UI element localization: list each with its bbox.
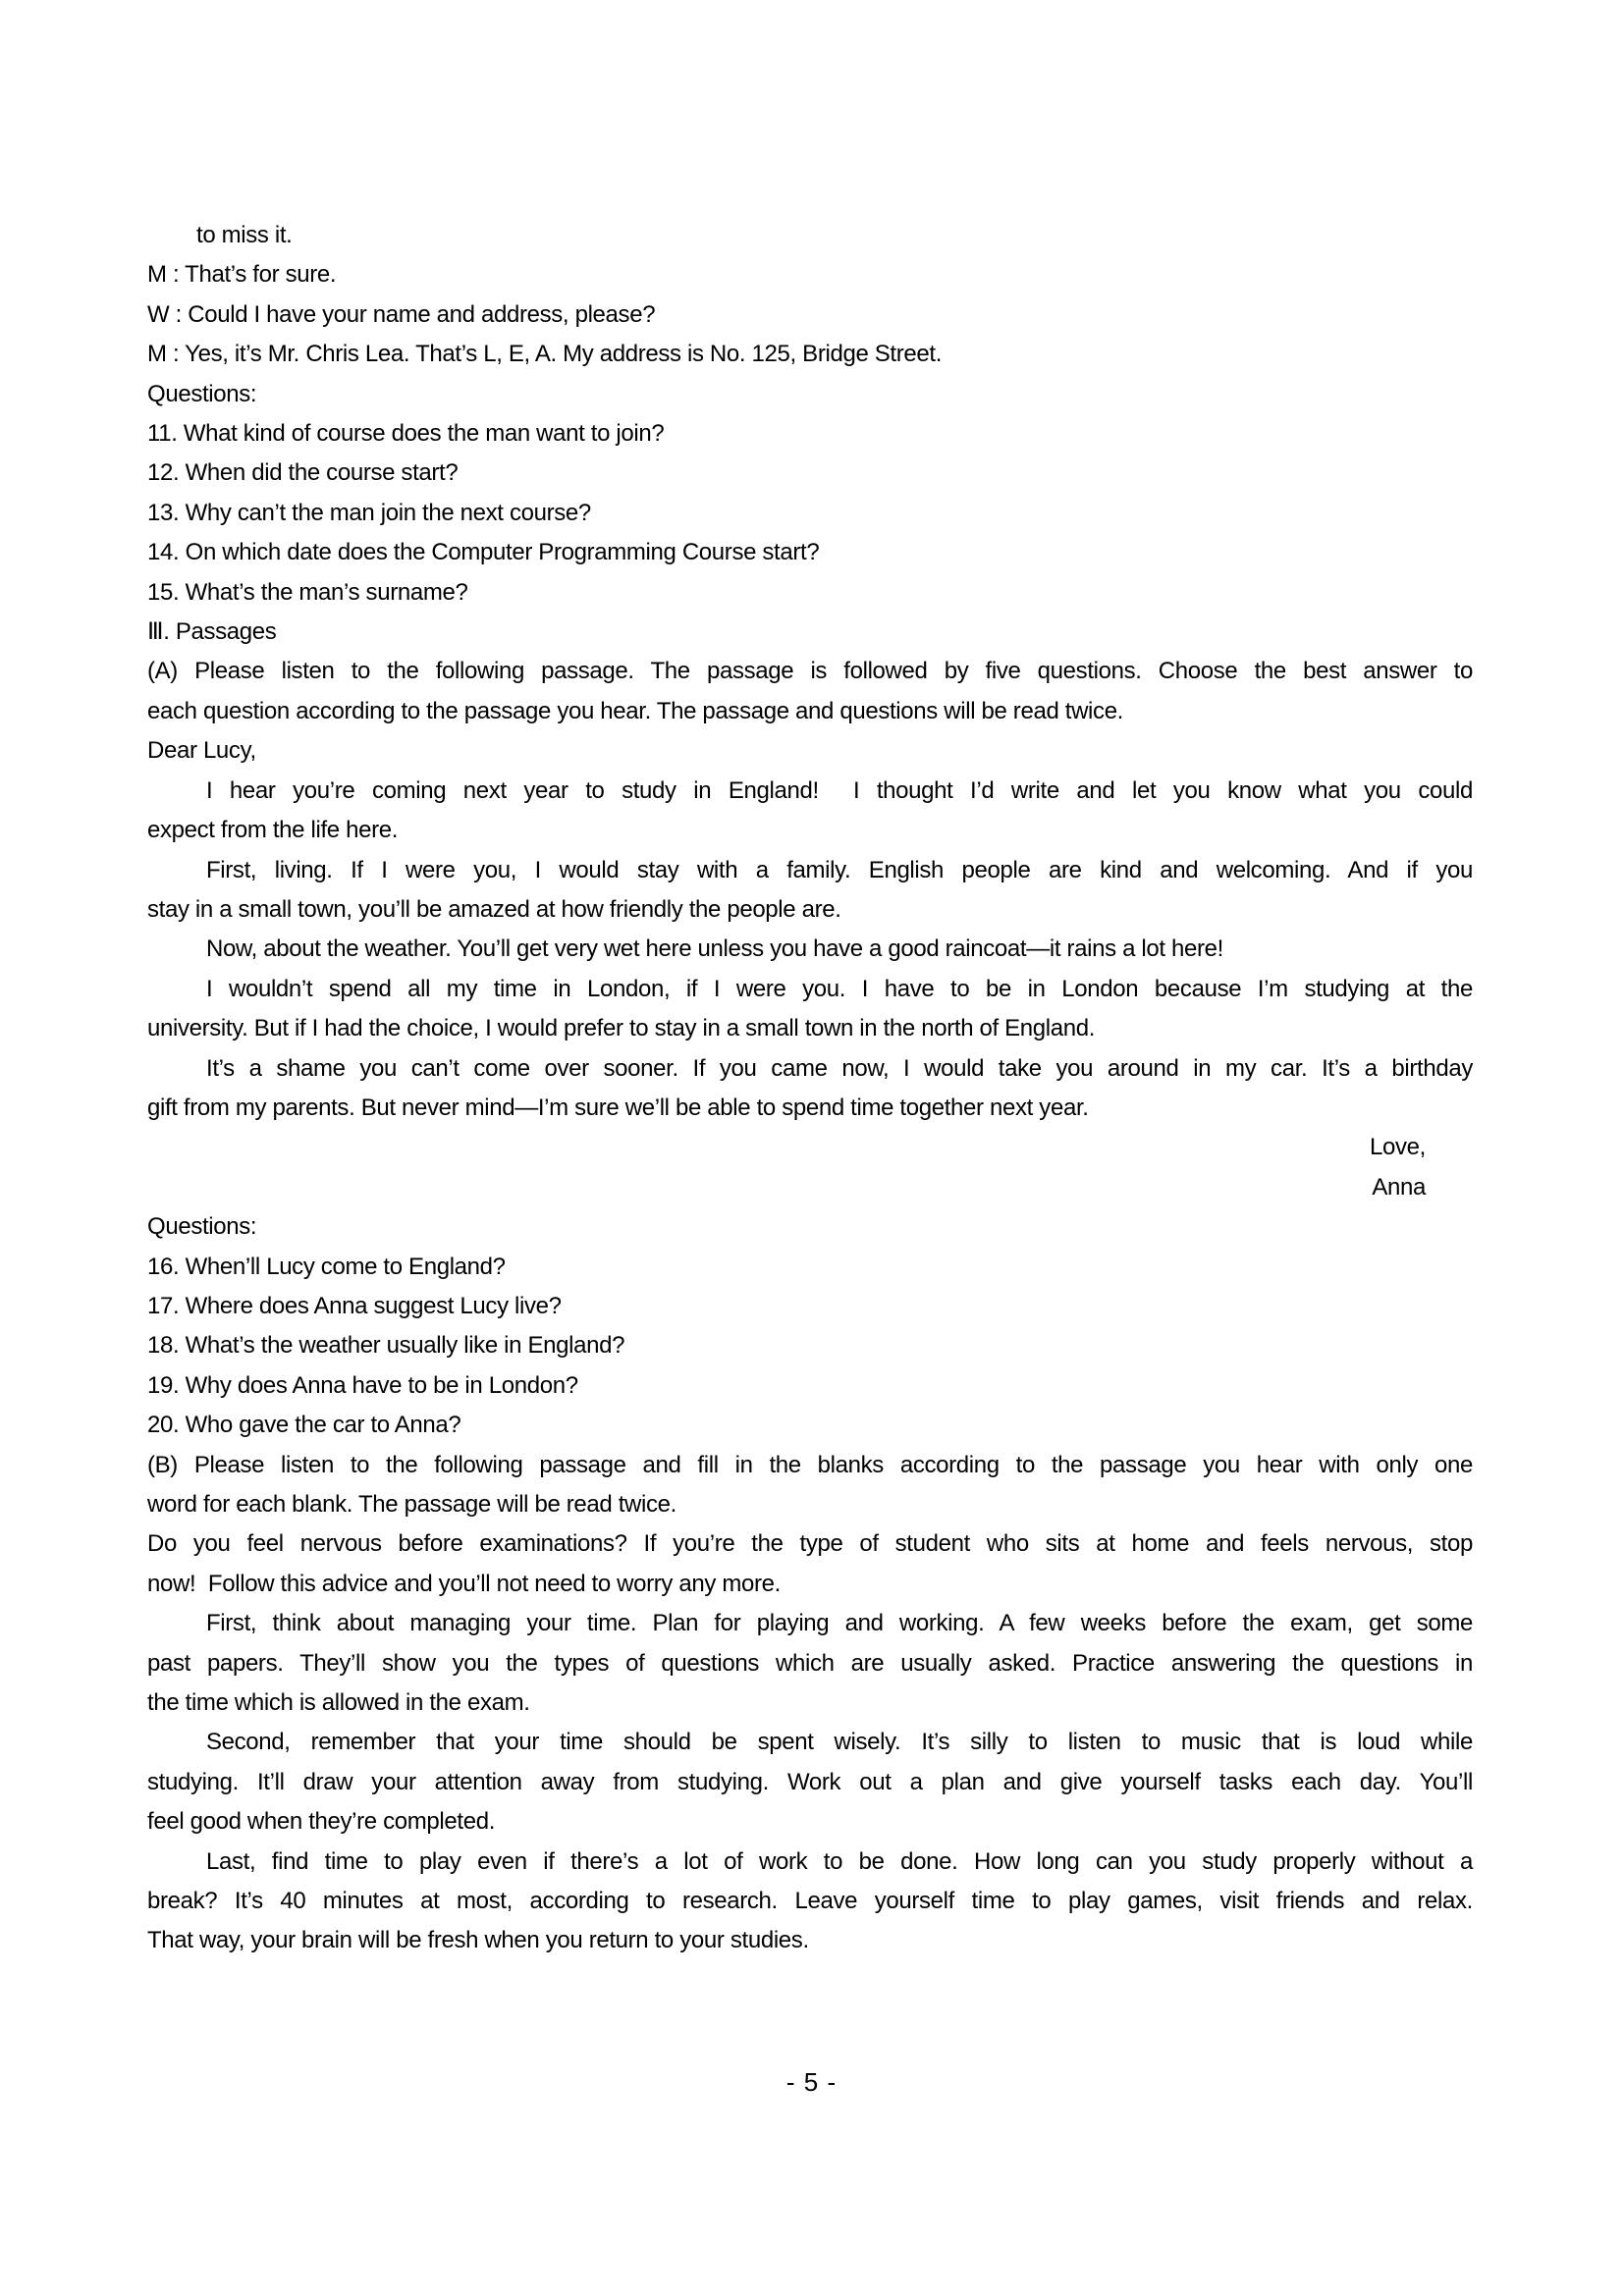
text-line: past papers. They’ll show you the types of questions which are usually asked. Practice answering the questions in (147, 1649, 1473, 1677)
text-line: 19. Why does Anna have to be in London? (147, 1371, 578, 1399)
text-line: Last, find time to play even if there’s a lot of work to be done. How long can you study properly without a (206, 1847, 1473, 1875)
page-number: - 5 - (785, 2067, 838, 2097)
text-line: expect from the life here. (147, 817, 399, 844)
text-line: 16. When’ll Lucy come to England? (147, 1253, 506, 1280)
text-line: break? It’s 40 minutes at most, according to research. Leave yourself time to play games, visit friends and relax. (147, 1888, 1473, 1915)
text-line: Questions: (147, 380, 257, 407)
text-line: M : That’s for sure. (147, 261, 337, 289)
text-line: university. But if I had the choice, I would prefer to stay in a small town in the north of England. (147, 1015, 1096, 1042)
text-line: 17. Where does Anna suggest Lucy live? (147, 1292, 562, 1319)
text-line: each question according to the passage you hear. The passage and questions will be read twice. (147, 697, 1124, 724)
text-line: feel good when they’re completed. (147, 1808, 496, 1836)
text-line: 11. What kind of course does the man want to join? (147, 420, 665, 448)
text-line: Ⅲ. Passages (147, 618, 277, 646)
text-line: (B) Please listen to the following passage and fill in the blanks according to the passage you hear with only one (147, 1451, 1473, 1478)
text-line: Anna (1372, 1173, 1426, 1201)
text-line: 15. What’s the man’s surname? (147, 578, 468, 606)
text-line: Questions: (147, 1213, 257, 1241)
text-line: First, living. If I were you, I would stay with a family. English people are kind and welcoming. And if you (206, 856, 1473, 883)
text-line: the time which is allowed in the exam. (147, 1689, 530, 1717)
text-line: First, think about managing your time. Plan for playing and working. A few weeks before the exam, get some (206, 1610, 1473, 1637)
text-line: Now, about the weather. You’ll get very wet here unless you have a good raincoat—it rains a lot here! (206, 935, 1223, 963)
text-line: Dear Lucy, (147, 737, 256, 765)
text-line: W : Could I have your name and address, please? (147, 300, 656, 328)
text-line: 14. On which date does the Computer Programming Course start? (147, 539, 820, 566)
text-line: I hear you’re coming next year to study in England! I thought I’d write and let you know what you could (206, 776, 1473, 804)
text-line: to miss it. (196, 222, 293, 248)
text-line: It’s a shame you can’t come over sooner. If you came now, I would take you around in my car. It’s a birthday (206, 1054, 1473, 1082)
text-line: Love, (1370, 1134, 1426, 1161)
text-line: stay in a small town, you’ll be amazed at how friendly the people are. (147, 895, 841, 923)
text-line: studying. It’ll draw your attention away from studying. Work out a plan and give yourself tasks each day. You’ll (147, 1768, 1473, 1795)
text-line: I wouldn’t spend all my time in London, if I were you. I have to be in London because I’m studying at the (206, 975, 1473, 1002)
text-line: 12. When did the course start? (147, 459, 459, 487)
text-line: M : Yes, it’s Mr. Chris Lea. That’s L, E, A. My address is No. 125, Bridge Street. (147, 341, 943, 368)
text-line: Do you feel nervous before examinations? If you’re the type of student who sits at home and feels nervous, stop (147, 1530, 1473, 1558)
text-block (147, 216, 1473, 1961)
text-line: (A) Please listen to the following passage. The passage is followed by five questions. Choose the best answer to (147, 658, 1473, 685)
text-line: That way, your brain will be fresh when you return to your studies. (147, 1927, 809, 1954)
text-line: now! Follow this advice and you’ll not need to worry any more. (147, 1570, 781, 1597)
text-line: Second, remember that your time should be spent wisely. It’s silly to listen to music that is loud while (206, 1729, 1473, 1756)
text-line: 13. Why can’t the man join the next course? (147, 499, 591, 526)
text-line: 20. Who gave the car to Anna? (147, 1412, 461, 1439)
text-line: 18. What’s the weather usually like in England? (147, 1332, 625, 1360)
text-line: word for each blank. The passage will be read twice. (147, 1491, 676, 1518)
text-line: gift from my parents. But never mind—I’m sure we’ll be able to spend time together next year. (147, 1094, 1089, 1121)
